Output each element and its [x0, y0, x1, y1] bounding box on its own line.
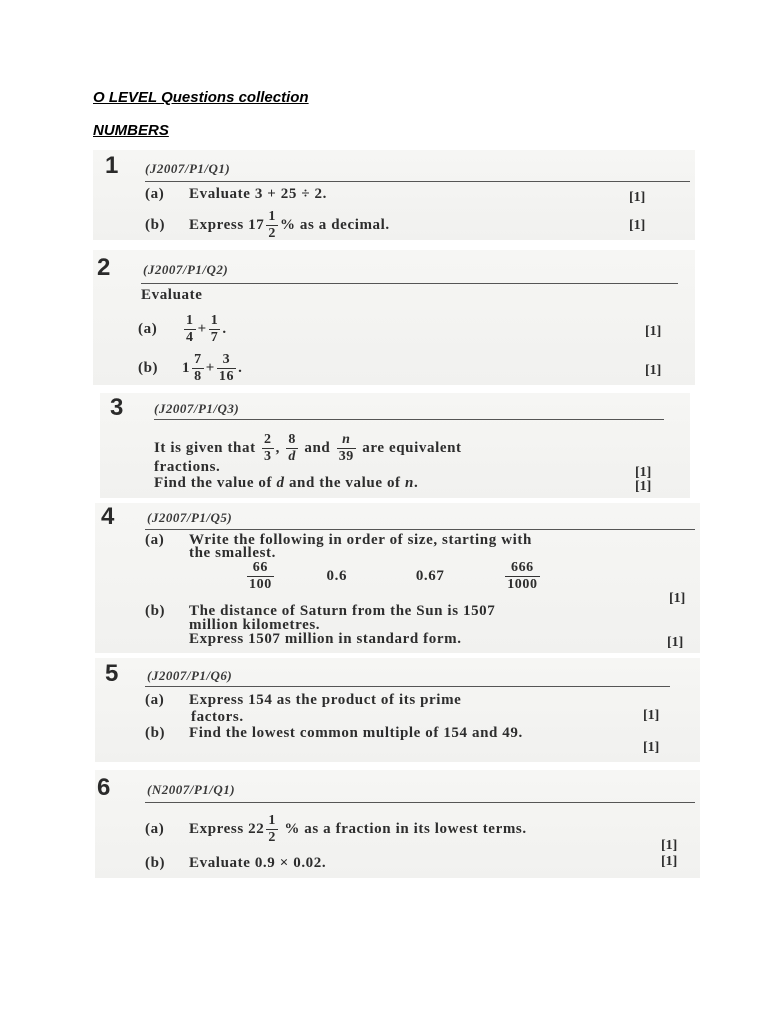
question-rule — [154, 419, 664, 420]
question-2 — [93, 250, 695, 385]
question-part-a — [145, 186, 327, 203]
document-title: O LEVEL Questions collection — [93, 89, 309, 106]
fraction-numerator: 3 — [217, 353, 236, 369]
fraction — [209, 314, 221, 345]
fraction-numerator: 1 — [186, 313, 194, 328]
part-label: (a) — [145, 820, 165, 837]
mixed-number-whole: 17 — [248, 216, 265, 233]
fraction-numerator: 66 — [247, 561, 274, 577]
section-title: NUMBERS — [93, 122, 169, 139]
fraction — [266, 210, 278, 241]
separator: , — [275, 439, 281, 456]
fraction-denominator: 3 — [264, 449, 272, 464]
fraction-denominator: 100 — [249, 577, 272, 592]
question-number: 3 — [110, 394, 124, 421]
fraction — [262, 433, 274, 464]
value: 0.67 — [415, 567, 445, 584]
part-text: Express 154 as the product of its prime — [189, 692, 462, 708]
question-reference: (J2007/P1/Q6) — [147, 668, 233, 683]
marks: [1] — [645, 324, 662, 339]
statement-text: It is given that — [154, 439, 256, 456]
value-list — [245, 561, 542, 592]
question-number: 2 — [97, 254, 111, 281]
fraction-denominator: 2 — [268, 226, 276, 241]
fraction — [217, 353, 236, 384]
question-part-a — [145, 692, 461, 709]
question-rule — [145, 529, 695, 530]
statement-text: are equivalent — [362, 439, 462, 456]
mixed-number-whole: 22 — [248, 820, 265, 837]
fraction-numerator: 2 — [264, 432, 272, 447]
question-reference: (J2007/P1/Q2) — [143, 262, 229, 277]
fraction — [184, 314, 196, 345]
fraction-denominator: 8 — [194, 369, 202, 384]
question-3 — [100, 393, 690, 498]
punctuation: . — [413, 475, 419, 491]
variable-n: n — [405, 475, 414, 491]
fraction-numerator: 1 — [268, 209, 276, 224]
question-part-b — [145, 855, 326, 872]
fraction — [337, 433, 356, 464]
marks: [1] — [667, 635, 684, 650]
question-part-b — [138, 353, 242, 384]
part-text: % as a fraction in its lowest terms. — [284, 820, 527, 837]
marks: [1] — [643, 708, 660, 723]
fraction-denominator: 7 — [210, 330, 219, 345]
part-text: Express — [189, 216, 244, 233]
question-rule — [145, 686, 670, 687]
part-text-line-2: million kilometres. — [189, 617, 321, 633]
question-4 — [95, 503, 700, 653]
marks: [1] — [635, 479, 652, 494]
part-text: % as a decimal. — [279, 216, 390, 233]
question-reference: (J2007/P1/Q5) — [147, 510, 233, 525]
operator: + — [205, 359, 215, 376]
fraction-denominator: 4 — [186, 330, 194, 345]
variable-d: d — [276, 475, 285, 491]
fraction — [192, 353, 204, 384]
statement-text: and — [304, 439, 331, 456]
fraction-numerator: 7 — [194, 352, 202, 367]
part-text: Express — [189, 820, 244, 837]
part-text: Evaluate 0.9 × 0.02. — [189, 855, 327, 871]
part-label: (b) — [145, 216, 166, 233]
question-rule — [141, 283, 678, 284]
mixed-number-whole: 1 — [182, 359, 191, 376]
part-text: Write the following in order of size, starting with — [189, 532, 532, 548]
question-number: 1 — [105, 152, 119, 179]
part-label: (a) — [145, 692, 165, 708]
part-text: The distance of Saturn from the Sun is 1507 — [189, 603, 496, 619]
question-reference: (J2007/P1/Q3) — [154, 401, 240, 416]
marks: [1] — [629, 218, 646, 233]
question-part-b — [145, 210, 390, 241]
punctuation: . — [222, 320, 227, 337]
question-reference: (J2007/P1/Q1) — [145, 161, 231, 176]
fraction-numerator: n — [337, 433, 356, 449]
question-intro: Evaluate — [141, 287, 203, 303]
statement-text: Find the value of — [154, 475, 273, 491]
marks: [1] — [661, 854, 678, 869]
fraction-denominator: 1000 — [507, 577, 538, 592]
question-reference: (N2007/P1/Q1) — [147, 782, 236, 797]
question-rule — [145, 802, 695, 803]
fraction-denominator: 16 — [218, 369, 235, 384]
question-5 — [95, 658, 700, 762]
fraction-numerator: 1 — [268, 813, 276, 828]
value: 0.6 — [326, 567, 348, 584]
question-part-b — [145, 725, 523, 742]
operator: + — [197, 320, 207, 337]
statement-line-2: fractions. — [154, 459, 221, 475]
part-text-line-2: the smallest. — [189, 545, 276, 561]
question-part-a — [138, 314, 227, 345]
fraction — [505, 561, 539, 592]
question-rule — [145, 181, 690, 182]
marks: [1] — [645, 363, 662, 378]
fraction-denominator: d — [288, 449, 296, 464]
fraction — [286, 433, 298, 464]
part-text: Find the lowest common multiple of 154 and 49. — [189, 725, 523, 741]
question-number: 6 — [97, 774, 111, 801]
fraction-numerator: 666 — [505, 561, 539, 577]
part-label: (b) — [145, 603, 166, 619]
part-label: (b) — [145, 725, 166, 741]
question-part-a — [145, 814, 527, 845]
part-text-line-2: factors. — [191, 709, 244, 725]
part-text-line-3: Express 1507 million in standard form. — [189, 631, 462, 647]
fraction-denominator: 39 — [338, 449, 354, 464]
punctuation: . — [238, 359, 243, 376]
question-6 — [95, 770, 700, 878]
part-label: (a) — [138, 320, 158, 337]
question-number: 5 — [105, 660, 119, 687]
fraction-numerator: 8 — [288, 432, 296, 447]
marks: [1] — [643, 740, 660, 755]
part-label: (a) — [145, 532, 165, 548]
part-label: (b) — [145, 855, 166, 871]
part-label: (a) — [145, 186, 165, 202]
part-label: (b) — [138, 359, 159, 376]
part-text: Evaluate 3 + 25 ÷ 2. — [189, 186, 327, 202]
fraction-numerator: 1 — [210, 313, 219, 328]
marks: [1] — [669, 591, 686, 606]
marks: [1] — [635, 465, 652, 480]
question-1 — [93, 150, 695, 240]
fraction — [247, 561, 274, 592]
fraction-denominator: 2 — [268, 830, 276, 845]
marks: [1] — [661, 838, 678, 853]
statement-line-3 — [154, 475, 418, 492]
statement-text: and the value of — [288, 475, 401, 491]
marks: [1] — [629, 190, 646, 205]
fraction — [266, 814, 278, 845]
question-number: 4 — [101, 503, 115, 530]
